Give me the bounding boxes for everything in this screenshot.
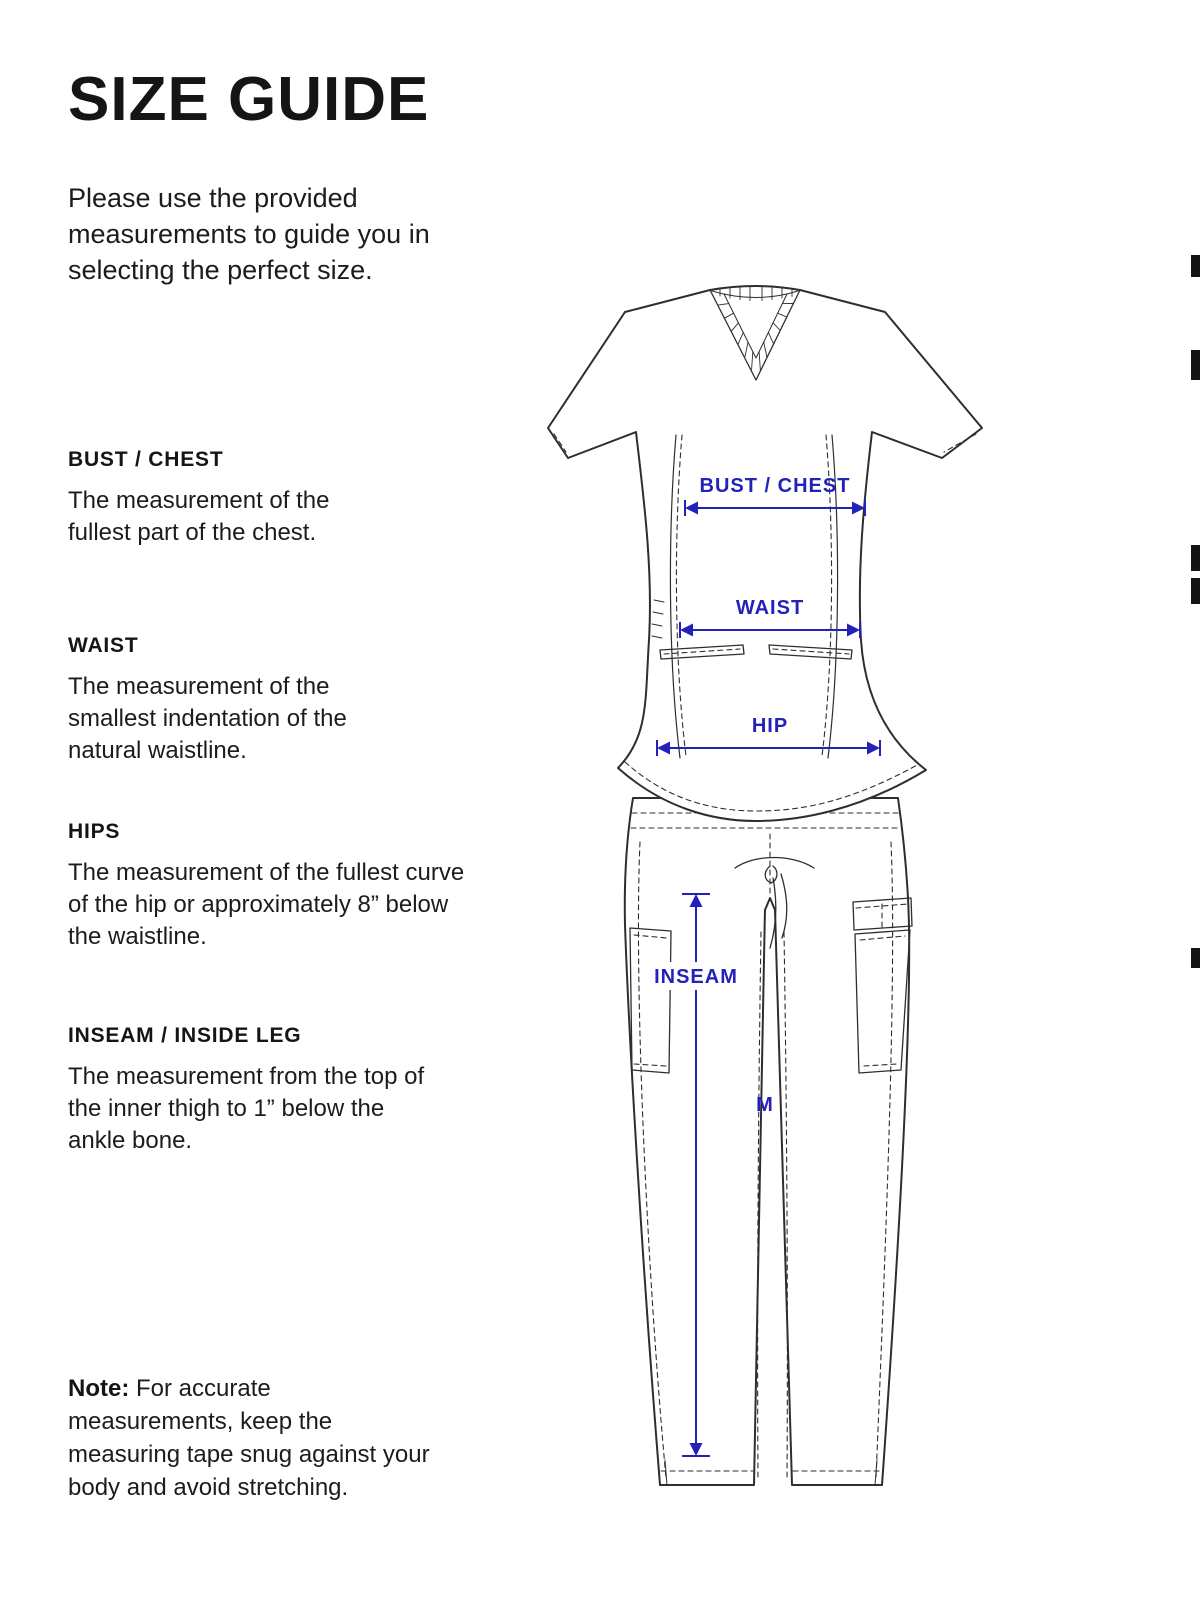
bust-measure-label: BUST / CHEST [699, 475, 851, 497]
section-inseam [68, 1024, 438, 1157]
waist-heading: WAIST [68, 634, 139, 657]
inseam-heading: INSEAM / INSIDE LEG [68, 1024, 302, 1047]
scrub-top-drawing [548, 286, 982, 821]
edge-artifact-mark [1191, 545, 1200, 571]
section-bust-chest [68, 448, 368, 549]
measurement-note [68, 1372, 436, 1504]
hip-measure-label: HIP [751, 715, 789, 737]
page-title: SIZE GUIDE [68, 65, 430, 134]
top-outline [548, 286, 982, 821]
bust-chest-heading: BUST / CHEST [68, 448, 224, 471]
hips-heading: HIPS [68, 820, 121, 843]
garment-diagram [530, 280, 1000, 1510]
section-hips [68, 820, 473, 953]
edge-artifact-mark [1191, 948, 1200, 968]
edge-artifact-mark [1191, 350, 1200, 380]
waist-measure-label: WAIST [735, 597, 805, 619]
scrub-pants-drawing [625, 798, 912, 1485]
inseam-description: The measurement from the top of the inner thigh to 1” below the ankle bone. [68, 1063, 425, 1154]
waist-description: The measurement of the smallest indentation of the natural waistline. [68, 673, 347, 764]
intro-text: Please use the provided measurements to guide you in selecting the perfect size. [68, 183, 430, 285]
hips-description: The measurement of the fullest curve of the hip or approximately 8” below the waistline. [68, 859, 465, 950]
bust-chest-description: The measurement of the fullest part of the chest. [68, 487, 330, 546]
section-waist [68, 634, 398, 767]
edge-artifact-mark [1191, 255, 1200, 277]
inseam-measure-label: INSEAM [654, 966, 738, 988]
size-marker-label: M [756, 1094, 774, 1116]
note-text: For accurate measurements, keep the measuring tape snug against your body and avoid stretching. [68, 1375, 430, 1501]
note-label: Note: [68, 1375, 130, 1402]
edge-artifact-mark [1191, 578, 1200, 604]
